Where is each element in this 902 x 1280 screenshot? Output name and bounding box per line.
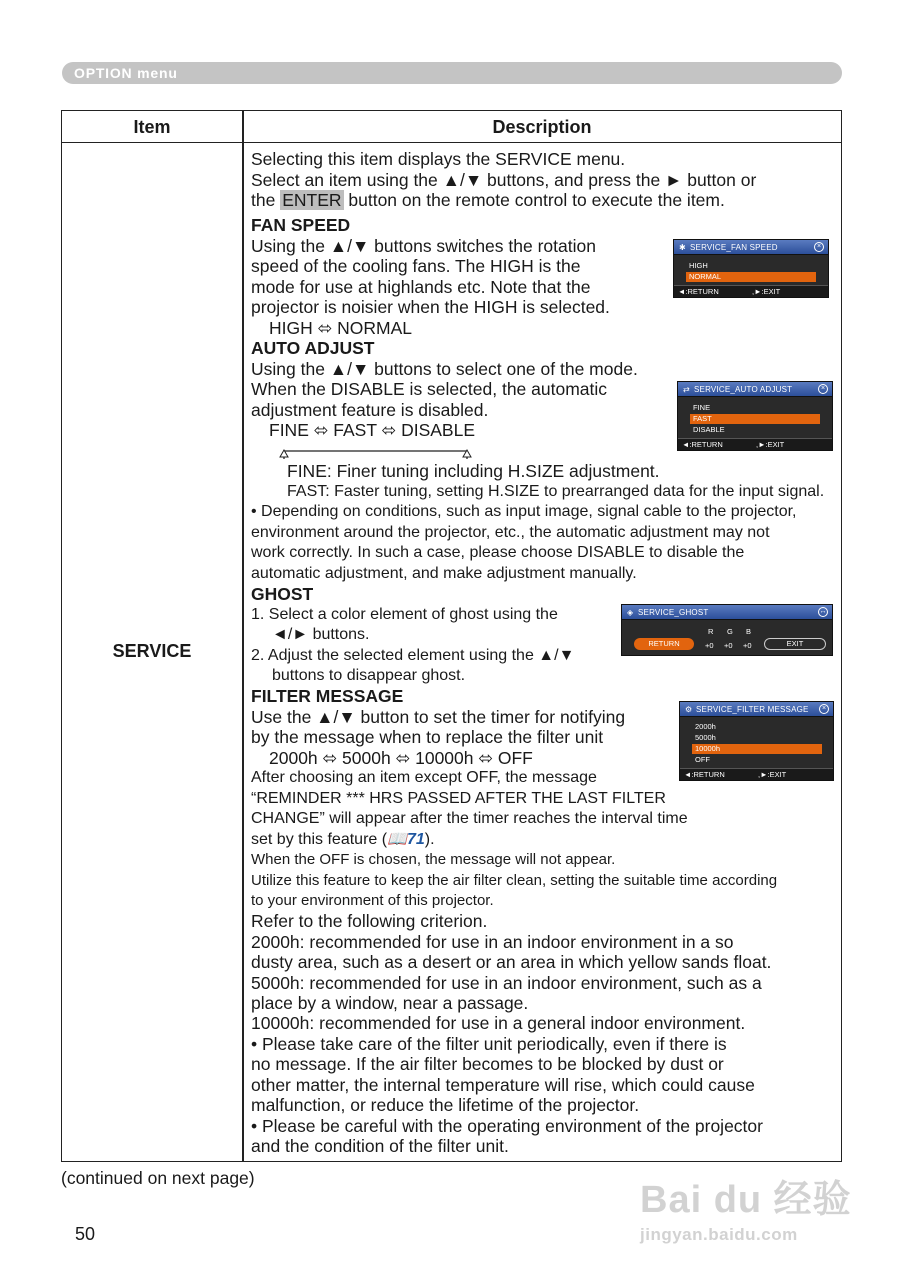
intro-line-3 — [251, 190, 725, 210]
ghost-step-1-cont: ◄/► buttons. — [272, 626, 370, 643]
filter-off-note: When the OFF is chosen, the message will not appear. — [251, 851, 616, 868]
filter-after-pre: set by this feature ( — [251, 831, 388, 848]
menu-return-label: RETURN — [687, 287, 719, 296]
criteria-line: and the condition of the filter unit. — [251, 1136, 509, 1156]
channel-label: R — [708, 627, 714, 636]
filter-message-menu-screenshot — [679, 701, 834, 781]
criteria-line: other matter, the internal temperature will rise, which could cause — [251, 1075, 755, 1095]
column-divider — [242, 111, 244, 1161]
column-header-description: Description — [492, 117, 592, 137]
close-icon: × — [814, 242, 824, 252]
filter-after-line — [251, 830, 435, 850]
fan-speed-menu-screenshot — [673, 239, 829, 298]
fan-speed-line: mode for use at highlands etc. Note that the — [251, 277, 591, 297]
criteria-line: 5000h: recommended for use in an indoor environment, such as a — [251, 973, 762, 993]
auto-adjust-cycle: FINE ⬄ FAST ⬄ DISABLE — [269, 420, 476, 440]
filter-message-line: by the message when to replace the filter unit — [251, 727, 604, 747]
auto-adjust-heading: AUTO ADJUST — [251, 338, 375, 358]
ghost-return-button: RETURN — [634, 638, 694, 650]
cycle-return-arrow — [278, 441, 478, 461]
ghost-exit-button: EXIT — [764, 638, 826, 650]
menu-title-bar — [622, 605, 832, 620]
adjust-icon: ⇄ — [683, 385, 690, 394]
fast-note: FAST: Faster tuning, setting H.SIZE to prearranged data for the input signal. — [287, 483, 825, 500]
fan-icon: ✱ — [679, 243, 686, 252]
page-number: 50 — [75, 1224, 96, 1244]
menu-footer: ◄:RETURN ,►:EXIT — [678, 438, 832, 450]
criteria-line: Refer to the following criterion. — [251, 911, 488, 931]
fan-speed-line: projector is noisier when the HIGH is selected. — [251, 297, 610, 317]
watermark — [640, 1168, 852, 1245]
menu-title: SERVICE_FILTER MESSAGE — [696, 705, 809, 714]
fan-speed-line: speed of the cooling fans. The HIGH is the — [251, 256, 581, 276]
criteria-line: dusty area, such as a desert or an area in which yellow sands float. — [251, 952, 772, 972]
menu-option: HIGH — [689, 261, 708, 270]
fine-note: FINE: Finer tuning including H.SIZE adjustment. — [287, 461, 660, 481]
section-title: OPTION menu — [74, 65, 178, 81]
ghost-step-1: 1. Select a color element of ghost using the — [251, 606, 558, 623]
navigation-icon: ↔ — [819, 608, 827, 615]
filter-utilize-line: Utilize this feature to keep the air filter clean, setting the suitable time according — [251, 872, 778, 889]
auto-adjust-caution-line: environment around the projector, etc., the automatic adjustment may not — [251, 524, 770, 541]
column-header-item: Item — [133, 117, 171, 137]
ghost-menu-screenshot — [621, 604, 833, 656]
filter-after-post: ). — [424, 831, 435, 848]
watermark-url: jingyan.baidu.com — [640, 1225, 798, 1244]
ghost-icon: ◈ — [627, 608, 634, 617]
page-reference-link[interactable]: 📖71 — [387, 831, 425, 848]
ghost-step-2-cont: buttons to disappear ghost. — [272, 667, 466, 684]
menu-option: 5000h — [695, 733, 716, 742]
ghost-heading: GHOST — [251, 584, 314, 604]
channel-value: +0 — [724, 641, 733, 650]
menu-option: OFF — [695, 755, 710, 764]
menu-title: SERVICE_GHOST — [638, 608, 709, 617]
item-label-service: SERVICE — [112, 641, 192, 661]
enter-key-label: ENTER — [282, 190, 342, 210]
channel-value: +0 — [705, 641, 714, 650]
close-icon: × — [818, 384, 828, 394]
channel-value: +0 — [743, 641, 752, 650]
menu-title: SERVICE_FAN SPEED — [690, 243, 778, 252]
auto-adjust-caution-line: automatic adjustment, and make adjustment manually. — [251, 565, 637, 582]
watermark-logo: Bai du 经验 — [640, 1179, 852, 1221]
menu-exit-label: EXIT — [769, 770, 787, 779]
criteria-line: malfunction, or reduce the lifetime of the projector. — [251, 1095, 640, 1115]
menu-option-selected: 10000h — [692, 744, 822, 754]
criteria-line: 10000h: recommended for use in a general indoor environment. — [251, 1013, 746, 1033]
auto-adjust-caution-line: work correctly. In such a case, please choose DISABLE to disable the — [251, 544, 745, 561]
fan-speed-cycle: HIGH ⬄ NORMAL — [269, 318, 413, 338]
menu-title-bar — [678, 382, 832, 397]
filter-utilize-line: to your environment of this projector. — [251, 892, 494, 909]
page-reference-number: 71 — [406, 831, 425, 848]
menu-option: FINE — [693, 403, 711, 412]
menu-option: DISABLE — [693, 425, 725, 434]
menu-return-label: RETURN — [693, 770, 725, 779]
criteria-line: no message. If the air filter becomes to be blocked by dust or — [251, 1054, 724, 1074]
auto-adjust-caution-line: • Depending on conditions, such as input image, signal cable to the projector, — [251, 503, 797, 520]
channel-label: B — [746, 627, 752, 636]
menu-footer: ◄:RETURN ,►:EXIT — [674, 285, 828, 297]
menu-footer: ◄:RETURN ,►:EXIT — [680, 768, 833, 780]
ghost-step-2: 2. Adjust the selected element using the ▲/▼ — [251, 647, 575, 664]
fan-speed-line: Using the ▲/▼ buttons switches the rotation — [251, 236, 596, 256]
filter-after-line: “REMINDER *** HRS PASSED AFTER THE LAST FILTER — [251, 790, 666, 807]
menu-option-selected: NORMAL — [686, 272, 816, 282]
intro-line-3-post: button on the remote control to execute the item. — [343, 190, 725, 210]
channel-label: G — [727, 627, 733, 636]
criteria-line: 2000h: recommended for use in an indoor environment in a so — [251, 932, 734, 952]
intro-line-2: Select an item using the ▲/▼ buttons, and press the ► button or — [251, 170, 757, 190]
auto-adjust-menu-screenshot — [677, 381, 833, 451]
filter-message-cycle: 2000h ⬄ 5000h ⬄ 10000h ⬄ OFF — [269, 748, 533, 768]
filter-after-line: After choosing an item except OFF, the message — [251, 769, 597, 786]
auto-adjust-line: Using the ▲/▼ buttons to select one of the mode. — [251, 359, 638, 379]
menu-return-label: RETURN — [691, 440, 723, 449]
criteria-line: • Please be careful with the operating environment of the projector — [251, 1116, 763, 1136]
criteria-line: • Please take care of the filter unit periodically, even if there is — [251, 1034, 727, 1054]
continued-note: (continued on next page) — [61, 1168, 255, 1188]
filter-after-line: CHANGE” will appear after the timer reaches the interval time — [251, 810, 688, 827]
auto-adjust-line: adjustment feature is disabled. — [251, 400, 489, 420]
filter-message-heading: FILTER MESSAGE — [251, 686, 404, 706]
section-header-bar — [62, 62, 842, 84]
menu-title-bar — [680, 702, 833, 717]
intro-line-3-pre: the — [251, 190, 281, 210]
fan-speed-heading: FAN SPEED — [251, 215, 351, 235]
menu-title-bar — [674, 240, 828, 255]
menu-exit-label: EXIT — [763, 287, 781, 296]
menu-exit-label: EXIT — [767, 440, 785, 449]
menu-option: 2000h — [695, 722, 716, 731]
menu-option-selected: FAST — [690, 414, 820, 424]
filter-icon: ⚙ — [685, 705, 693, 714]
auto-adjust-line: When the DISABLE is selected, the automatic — [251, 379, 608, 399]
intro-line-1: Selecting this item displays the SERVICE menu. — [251, 149, 626, 169]
menu-title: SERVICE_AUTO ADJUST — [694, 385, 793, 394]
criteria-line: place by a window, near a passage. — [251, 993, 529, 1013]
filter-message-line: Use the ▲/▼ button to set the timer for notifying — [251, 707, 626, 727]
close-icon: × — [819, 704, 829, 714]
